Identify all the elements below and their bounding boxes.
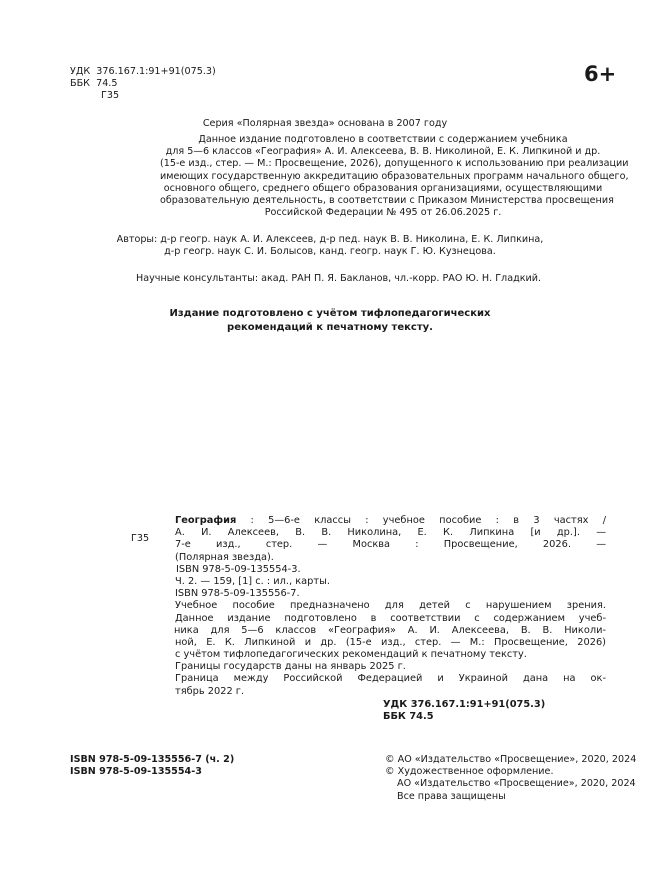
text-line: ISBN 978-5-09-135556-7. [175, 588, 300, 600]
catalog-card [175, 515, 606, 723]
title-rest: : 5—6-е классы : учебное пособие : в 3 частях / [236, 515, 606, 526]
text-line: Границы государств даны на январь 2025 г. [175, 661, 406, 673]
text-line: Ч. 2. — 159, [1] с. : ил., карты. [175, 575, 330, 587]
text-line: Все права защищены [397, 790, 506, 802]
consultants: Научные консультанты: акад. РАН П. Я. Бакланов, чл.-корр. РАО Ю. Н. Гладкий. [136, 273, 542, 284]
udk-label: УДК [70, 66, 91, 77]
catalog-udk: УДК 376.167.1:91+91(075.3) [383, 698, 546, 710]
text-line: АО «Издательство «Просвещение», 2020, 2024 [397, 778, 636, 790]
catalog-bbk: ББК 74.5 [383, 711, 434, 722]
classification-block [70, 66, 216, 102]
text-line: рекомендаций к печатному тексту. [227, 322, 433, 333]
text-line: основного общего, среднего общего образования организациями, осуществляющими [163, 182, 603, 194]
text-line: образовательную деятельность, в соответствии с Приказом Министерства просвещения [160, 194, 614, 206]
catalog-title [175, 515, 606, 527]
catalog-sign: Г35 [131, 533, 150, 544]
text-line: д-р геогр. наук С. И. Болысов, канд. геогр. наук Г. Ю. Кузнецова. [164, 246, 496, 258]
authors [110, 234, 550, 258]
text-line: Издание подготовлено с учётом тифлопедагогических [169, 308, 491, 319]
text-line: ISBN 978-5-09-135554-3. [176, 563, 301, 575]
book-title: География [175, 515, 237, 526]
text-line: тябрь 2022 г. [175, 685, 245, 697]
text-line: © АО «Издательство «Просвещение», 2020, 2024 [385, 754, 637, 765]
series-note: Серия «Полярная звезда» основана в 2007 году [202, 118, 448, 129]
text-line: Российской Федерации № 495 от 26.06.2025 г. [264, 207, 502, 219]
text-line: с учётом тифлопедагогических рекомендаций к печатному тексту. [175, 649, 527, 661]
text-line: для 5—6 классов «География» А. И. Алексеева, В. В. Николиной, Е. К. Липкиной и др. [165, 146, 601, 158]
text-line: ника для 5—6 классов «География» А. И. Алексеева, В. В. Николи- [174, 624, 606, 636]
text-line: А. И. Алексеев, В. В. Николина, Е. К. Липкина [и др.]. — [175, 527, 606, 539]
author-sign: Г35 [101, 90, 120, 101]
udk-code: 376.167.1:91+91(075.3) [96, 66, 216, 77]
text-line: (Полярная звезда). [175, 551, 274, 563]
text-line: ной, Е. К. Липкиной и др. (15-е изд., стер. — М.: Просвещение, 2026) [175, 636, 606, 648]
text-line: Граница между Российской Федерацией и Украиной дана на ок- [175, 673, 606, 685]
isbn-set: ISBN 978-5-09-135554-3 [70, 766, 202, 778]
text-line: 7-е изд., стер. — Москва : Просвещение, 2026. — [175, 539, 606, 551]
text-line: Данное издание подготовлено в соответствии с содержанием учеб- [175, 612, 606, 624]
text-line: Учебное пособие предназначено для детей с нарушением зрения. [175, 600, 606, 612]
isbn-bottom [70, 754, 234, 778]
text-line: (15-е изд., стер. — М.: Просвещение, 2026), допущенного к использованию при реализации [160, 158, 629, 170]
age-rating: 6+ [584, 62, 617, 86]
isbn-part: ISBN 978-5-09-135556-7 (ч. 2) [70, 754, 235, 765]
typhlo-note [110, 307, 550, 335]
text-line: имеющих государственную аккредитацию образовательных программ начального общего, [160, 170, 629, 182]
text-line: Авторы: д-р геогр. наук А. И. Алексеев, д-р пед. наук В. В. Николина, Е. К. Липкина, [116, 234, 544, 245]
text-line: © Художественное оформление. [385, 766, 554, 778]
text-line: Данное издание подготовлено в соответствии с содержанием учебника [198, 134, 568, 145]
bbk-label: ББК [70, 78, 90, 89]
copyright [385, 754, 636, 803]
compliance-paragraph [160, 134, 629, 219]
bbk-code: 74.5 [96, 78, 118, 89]
